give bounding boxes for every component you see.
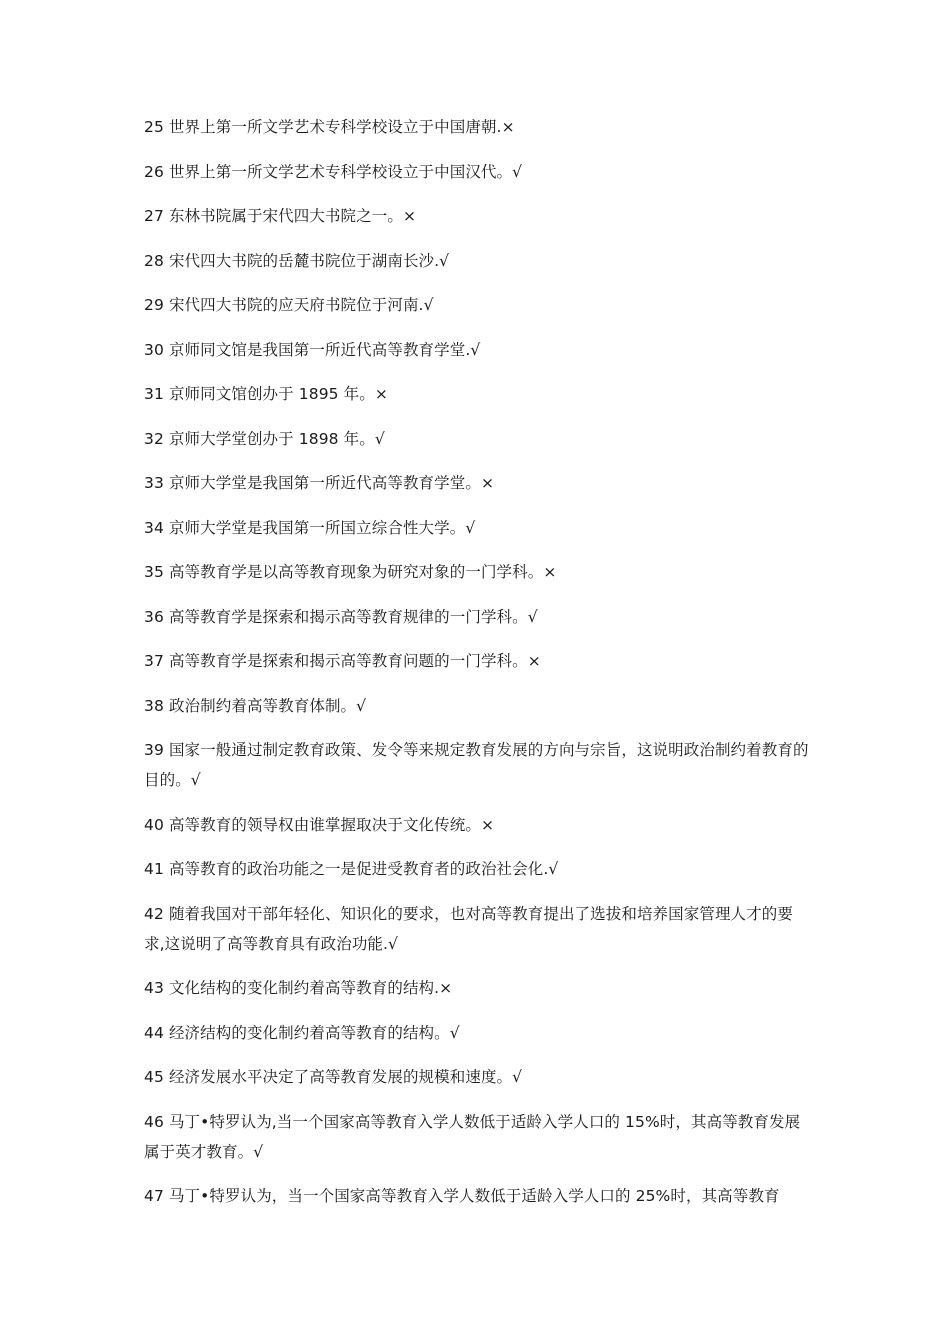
list-item: 30 京师同文馆是我国第一所近代高等教育学堂.√ (144, 340, 481, 359)
list-item: 26 世界上第一所文学艺术专科学校设立于中国汉代。√ (144, 162, 523, 181)
list-item: 28 宋代四大书院的岳麓书院位于湖南长沙.√ (144, 251, 450, 270)
list-item: 25 世界上第一所文学艺术专科学校设立于中国唐朝.× (144, 118, 515, 136)
list-item: 35 高等教育学是以高等教育现象为研究对象的一门学科。× (144, 563, 557, 581)
list-item: 44 经济结构的变化制约着高等教育的结构。√ (144, 1023, 460, 1042)
list-item: 33 京师大学堂是我国第一所近代高等教育学堂。× (144, 474, 495, 492)
list-item: 34 京师大学堂是我国第一所国立综合性大学。√ (144, 518, 476, 537)
list-item: 29 宋代四大书院的应天府书院位于河南.√ (144, 296, 434, 314)
document-page (144, 112, 812, 1211)
list-item: 43 文化结构的变化制约着高等教育的结构.× (144, 979, 453, 997)
list-item: 27 东林书院属于宋代四大书院之一。× (144, 207, 417, 225)
list-item: 32 京师大学堂创办于 1898 年。√ (144, 429, 385, 448)
list-item: 31 京师同文馆创办于 1895 年。× (144, 385, 388, 403)
list-item: 38 政治制约着高等教育体制。√ (144, 696, 367, 715)
list-item: 45 经济发展水平决定了高等教育发展的规模和速度。√ (144, 1068, 523, 1086)
list-item: 37 高等教育学是探索和揭示高等教育问题的一门学科。× (144, 652, 541, 670)
list-item: 42 随着我国对干部年轻化、知识化的要求，也对高等教育提出了选拔和培养国家管理人才的要求,这说明了高等教育具有政治功能.√ (144, 904, 793, 953)
list-item: 46 马丁•特罗认为,当一个国家高等教育入学人数低于适龄入学人口的 15%时，其高等教育发展属于英才教育。√ (144, 1112, 801, 1161)
list-item: 39 国家一般通过制定教育政策、发令等来规定教育发展的方向与宗旨，这说明政治制约着教育的目的。√ (144, 741, 809, 789)
list-item: 40 高等教育的领导权由谁掌握取决于文化传统。× (144, 815, 495, 834)
list-item: 36 高等教育学是探索和揭示高等教育规律的一门学科。√ (144, 607, 538, 626)
list-item: 47 马丁•特罗认为，当一个国家高等教育入学人数低于适龄入学人口的 25%时，其高等教育 (144, 1187, 780, 1205)
list-item: 41 高等教育的政治功能之一是促进受教育者的政治社会化.√ (144, 860, 559, 878)
